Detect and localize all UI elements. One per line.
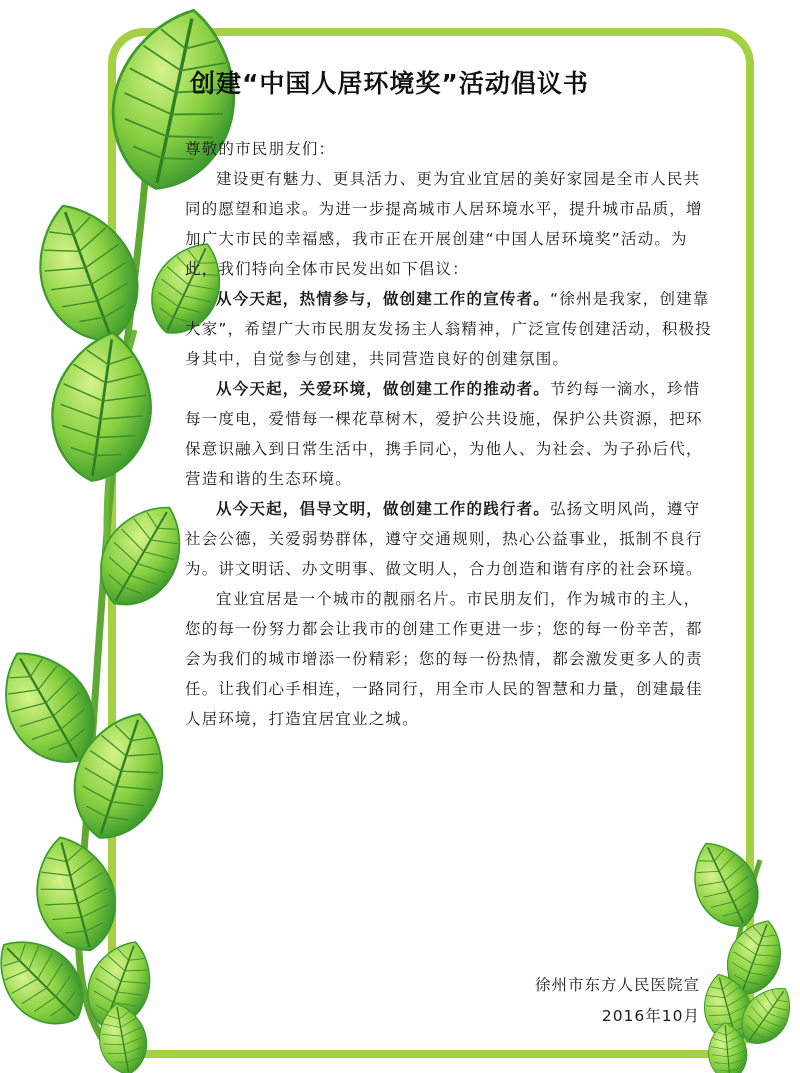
paragraph-text: 节约每一滴水，珍惜每一度电，爱惜每一棵花草树木，爱护公共设施，保护公共资源，把环保意识融入到日常生活中，携手同心，为他人、为社会、为子孙后代，营造和谐的生态环境。 xyxy=(185,380,703,488)
paragraph-4 xyxy=(185,494,715,584)
paragraph-1 xyxy=(185,164,715,284)
greeting: 尊敬的市民朋友们： xyxy=(185,140,336,158)
page-title: 创建“中国人居环境奖”活动倡议书 xyxy=(190,69,589,98)
letter-body xyxy=(185,134,715,734)
paragraph-text: 宜业宜居是一个城市的靓丽名片。市民朋友们，作为城市的主人，您的每一份努力都会让我市的创建工作更进一步；您的每一份辛苦，都会为我们的城市增添一份精彩；您的每一份热情，都会激发更多人的责任。让我们心手相连，一路同行，用全市人民的智慧和力量，创建最佳人居环境，打造宜居宜业之城。 xyxy=(185,590,703,728)
paragraph-2 xyxy=(185,284,715,374)
paragraph-text: 弘扬文明风尚，遵守社会公德，关爱弱势群体，遵守交通规则，热心公益事业，抵制不良行为。讲文明话、办文明事、做文明人，合力创造和谐有序的社会环境。 xyxy=(185,500,703,578)
paragraph-lead: 从今天起，热情参与，做创建工作的宣传者。 xyxy=(216,290,551,308)
signature-date: 2016年10月 xyxy=(601,1007,700,1025)
paragraph-lead: 从今天起，倡导文明，做创建工作的践行者。 xyxy=(216,500,551,518)
paragraph-5 xyxy=(185,584,715,734)
paragraph-3 xyxy=(185,374,715,494)
paragraph-text: “徐州是我家，创建靠大家”，希望广大市民朋友发扬主人翁精神，广泛宣传创建活动，积极投身其中，自觉参与创建，共同营造良好的创建氛围。 xyxy=(185,290,712,368)
paragraph-text: 建设更有魅力、更具活力、更为宜业宜居的美好家园是全市人民共同的愿望和追求。为进一步提高城市人居环境水平，提升城市品质，增加广大市民的幸福感，我市正在开展创建“中国人居环境奖”活动。为此，我们特向全体市民发出如下倡议： xyxy=(185,170,703,278)
paragraph-lead: 从今天起，关爱环境，做创建工作的推动者。 xyxy=(216,380,551,398)
signature-org: 徐州市东方人民医院宣 xyxy=(534,976,700,994)
